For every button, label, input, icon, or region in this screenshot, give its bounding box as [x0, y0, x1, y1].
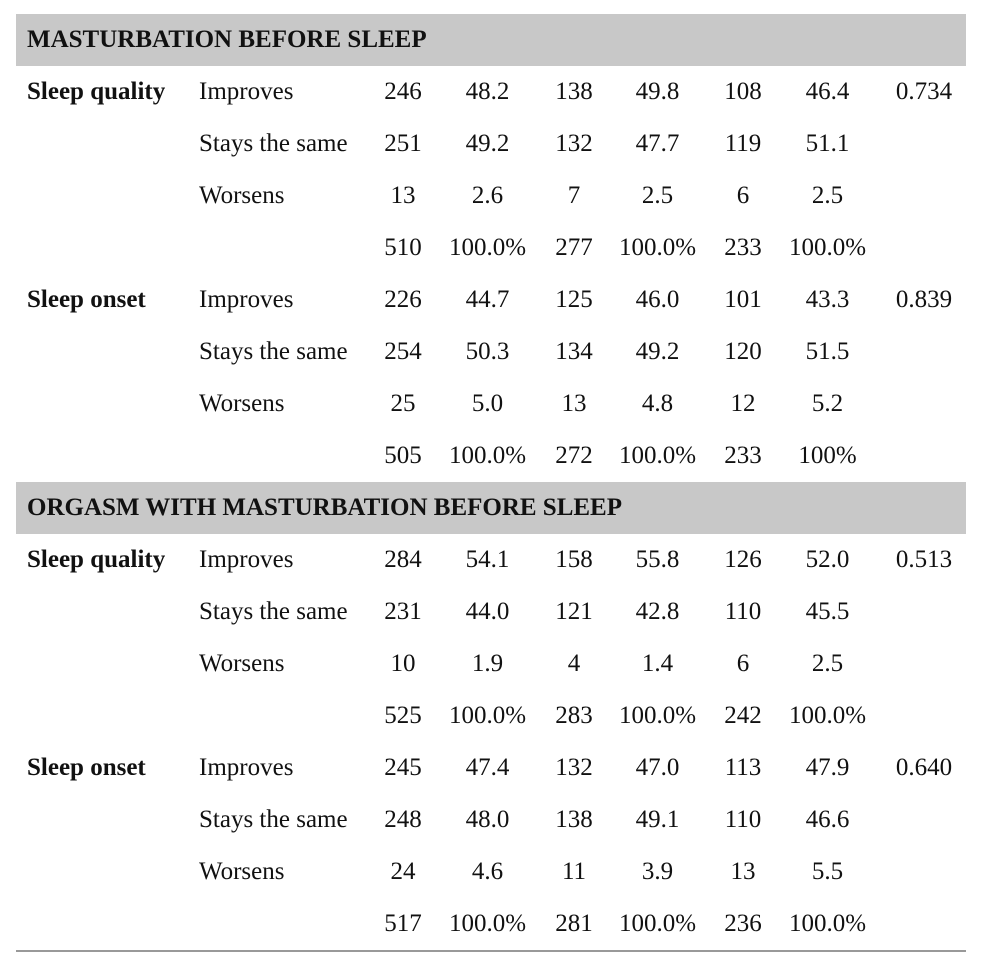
n-total: 231: [384, 598, 422, 625]
n-group-b: 6: [736, 650, 750, 677]
n-group-b: 108: [724, 78, 762, 105]
n-total: 246: [384, 78, 422, 105]
p-value: 0.839: [895, 286, 953, 313]
n-group-b: 233: [724, 442, 762, 469]
pct-group-a: 42.8: [635, 598, 680, 625]
row-label: Improves: [199, 286, 294, 313]
n-group-a: 7: [567, 182, 581, 209]
pct-group-b: 100%: [798, 442, 857, 469]
pct-group-b: 51.5: [805, 338, 850, 365]
pct-group-b: 46.6: [805, 806, 850, 833]
total-row: [16, 690, 966, 742]
n-group-a: 277: [555, 234, 593, 261]
n-group-b: 119: [724, 130, 762, 157]
n-group-b: 12: [730, 390, 756, 417]
pct-group-a: 49.1: [635, 806, 680, 833]
n-group-a: 11: [561, 858, 587, 885]
pct-group-b: 100.0%: [788, 910, 867, 937]
pct-group-b: 5.2: [811, 390, 844, 417]
table-row: [16, 118, 966, 170]
p-value: [884, 638, 964, 690]
table-row: [16, 846, 966, 898]
pct-group-a: 100.0%: [618, 702, 697, 729]
n-group-b: 110: [724, 598, 762, 625]
section-header: ORGASM WITH MASTURBATION BEFORE SLEEP: [16, 482, 966, 534]
p-value: [884, 690, 964, 742]
pct-total: 49.2: [465, 130, 510, 157]
row-label: Improves: [199, 546, 294, 573]
p-value: [884, 378, 964, 430]
data-table: [16, 14, 966, 952]
group-label: Sleep quality: [27, 78, 166, 105]
n-total: 254: [384, 338, 422, 365]
table-row: [16, 170, 966, 222]
n-total: 13: [390, 182, 416, 209]
n-total: 525: [384, 702, 422, 729]
pct-group-b: 100.0%: [788, 234, 867, 261]
p-value: 0.640: [895, 754, 953, 781]
table-row: [16, 638, 966, 690]
row-label: Stays the same: [199, 130, 348, 157]
n-total: 226: [384, 286, 422, 313]
pct-group-a: 49.2: [635, 338, 680, 365]
pct-group-a: 100.0%: [618, 910, 697, 937]
p-value: 0.734: [895, 78, 953, 105]
pct-group-a: 100.0%: [618, 234, 697, 261]
table-row: [16, 742, 966, 794]
pct-total: 47.4: [465, 754, 510, 781]
n-group-b: 126: [724, 546, 762, 573]
n-group-a: 125: [555, 286, 593, 313]
p-value: [884, 222, 964, 274]
row-label: Improves: [199, 78, 294, 105]
p-value: 0.513: [895, 546, 953, 573]
group-label: Sleep onset: [27, 754, 146, 781]
pct-group-b: 45.5: [805, 598, 850, 625]
pct-total: 50.3: [465, 338, 510, 365]
pct-total: 100.0%: [448, 702, 527, 729]
n-group-a: 134: [555, 338, 593, 365]
n-total: 25: [390, 390, 416, 417]
n-total: 248: [384, 806, 422, 833]
p-value: [884, 794, 964, 846]
n-group-a: 4: [567, 650, 581, 677]
n-group-a: 132: [555, 130, 593, 157]
table-row: [16, 378, 966, 430]
pct-group-b: 43.3: [805, 286, 850, 313]
n-group-b: 120: [724, 338, 762, 365]
total-row: [16, 898, 966, 950]
pct-group-a: 47.7: [635, 130, 680, 157]
pct-group-a: 49.8: [635, 78, 680, 105]
total-row: [16, 222, 966, 274]
p-value: [884, 586, 964, 638]
pct-group-b: 47.9: [805, 754, 850, 781]
row-label: Stays the same: [199, 598, 348, 625]
pct-total: 48.0: [465, 806, 510, 833]
row-label: Worsens: [199, 858, 285, 885]
p-value: [884, 326, 964, 378]
n-total: 245: [384, 754, 422, 781]
pct-group-b: 100.0%: [788, 702, 867, 729]
n-group-a: 132: [555, 754, 593, 781]
section-header: MASTURBATION BEFORE SLEEP: [16, 14, 966, 66]
n-total: 517: [384, 910, 422, 937]
pct-total: 100.0%: [448, 442, 527, 469]
pct-total: 1.9: [471, 650, 504, 677]
pct-group-a: 2.5: [641, 182, 674, 209]
pct-group-a: 3.9: [641, 858, 674, 885]
row-label: Worsens: [199, 182, 285, 209]
n-group-a: 121: [555, 598, 593, 625]
group-label: Sleep onset: [27, 286, 146, 313]
pct-group-a: 4.8: [641, 390, 674, 417]
n-group-b: 233: [724, 234, 762, 261]
n-group-b: 113: [724, 754, 762, 781]
pct-group-b: 46.4: [805, 78, 850, 105]
p-value: [884, 898, 964, 950]
row-label: Stays the same: [199, 806, 348, 833]
pct-group-a: 46.0: [635, 286, 680, 313]
n-group-b: 6: [736, 182, 750, 209]
n-group-a: 138: [555, 806, 593, 833]
p-value: [884, 846, 964, 898]
row-label: Improves: [199, 754, 294, 781]
pct-group-b: 2.5: [811, 650, 844, 677]
n-group-a: 158: [555, 546, 593, 573]
pct-total: 100.0%: [448, 910, 527, 937]
pct-total: 100.0%: [448, 234, 527, 261]
n-group-a: 272: [555, 442, 593, 469]
table-row: [16, 66, 966, 118]
table-row: [16, 586, 966, 638]
table-row: [16, 534, 966, 586]
n-group-b: 110: [724, 806, 762, 833]
row-label: Worsens: [199, 390, 285, 417]
n-total: 505: [384, 442, 422, 469]
pct-total: 48.2: [465, 78, 510, 105]
n-group-b: 242: [724, 702, 762, 729]
n-total: 10: [390, 650, 416, 677]
group-label: Sleep quality: [27, 546, 166, 573]
pct-total: 54.1: [465, 546, 510, 573]
pct-group-b: 5.5: [811, 858, 844, 885]
pct-total: 44.0: [465, 598, 510, 625]
pct-total: 4.6: [471, 858, 504, 885]
p-value: [884, 118, 964, 170]
bottom-rule: [16, 950, 966, 952]
pct-group-b: 52.0: [805, 546, 850, 573]
n-total: 284: [384, 546, 422, 573]
pct-group-a: 55.8: [635, 546, 680, 573]
n-total: 24: [390, 858, 416, 885]
pct-group-b: 2.5: [811, 182, 844, 209]
n-group-a: 281: [555, 910, 593, 937]
n-group-b: 13: [730, 858, 756, 885]
p-value: [884, 430, 964, 482]
n-group-a: 283: [555, 702, 593, 729]
n-group-b: 236: [724, 910, 762, 937]
pct-group-a: 1.4: [641, 650, 674, 677]
table-row: [16, 274, 966, 326]
n-total: 510: [384, 234, 422, 261]
pct-group-b: 51.1: [805, 130, 850, 157]
row-label: Worsens: [199, 650, 285, 677]
table-row: [16, 794, 966, 846]
table-row: [16, 326, 966, 378]
pct-total: 5.0: [471, 390, 504, 417]
n-group-a: 13: [561, 390, 587, 417]
total-row: [16, 430, 966, 482]
pct-total: 44.7: [465, 286, 510, 313]
pct-group-a: 47.0: [635, 754, 680, 781]
pct-total: 2.6: [471, 182, 504, 209]
n-group-a: 138: [555, 78, 593, 105]
n-group-b: 101: [724, 286, 762, 313]
p-value: [884, 170, 964, 222]
row-label: Stays the same: [199, 338, 348, 365]
n-total: 251: [384, 130, 422, 157]
pct-group-a: 100.0%: [618, 442, 697, 469]
